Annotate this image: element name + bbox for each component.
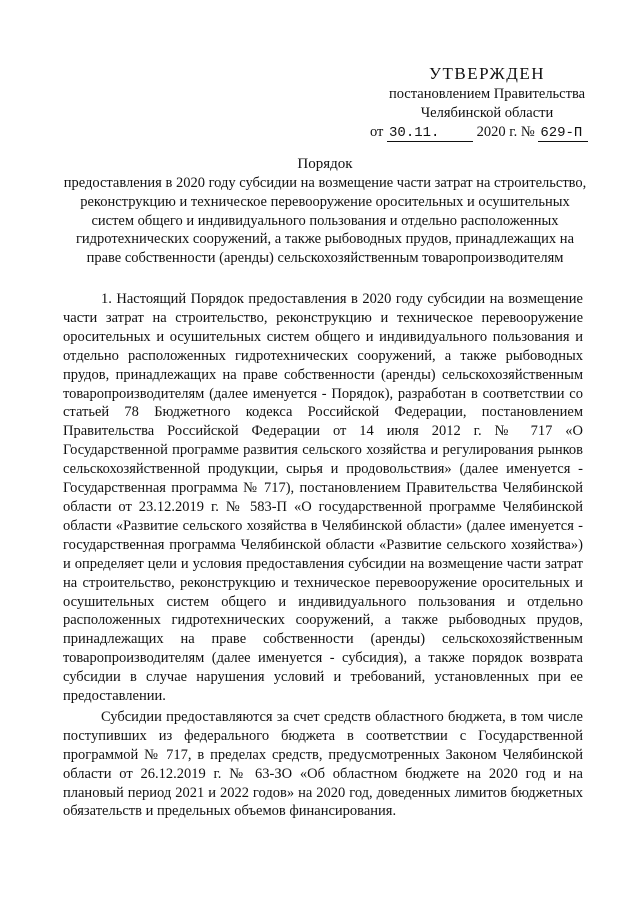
approval-date: 30.11. [387,126,473,142]
approval-title: УТВЕРЖДЕН [429,64,545,83]
document-body [63,290,583,821]
document-title: Порядок [297,156,353,172]
approval-date-line [362,123,612,142]
document-subtitle: предоставления в 2020 году субсидии на возмещение части затрат на строительство, реконструкцию и техническое перевооружение оросительных и осушительных систем общего и индивидуального пользования и отдельно расположенных гидротехнических сооружений, а также рыбоводных прудов, принадлежащих на праве собственности (аренды) сельскохозяйственным товаропроизводителям [63,175,587,267]
document-heading [60,155,590,268]
approval-prefix: от [370,124,384,140]
approval-line-1: постановлением Правительства [388,86,586,102]
paragraph-1: 1. Настоящий Порядок предоставления в 2020 году субсидии на возмещение части затрат на строительство, реконструкцию и техническое перевооружение оросительных и осушительных систем общего и индивидуального пользования и отдельно расположенных гидротехнических сооружений, а также рыбоводных прудов, принадлежащих на праве собственности (аренды) сельскохозяйственным товаропроизводителям (далее именуется - Порядок), разработан в соответствии со статьей 78 Бюджетного кодекса Российской Федерации, постановлением Правительства Российской Федерации от 14 июля 2012 г. № 717 «О Государственной программе развития сельского хозяйства и регулирования рынков сельскохозяйственной продукции, сырья и продовольствия» (далее именуется - Государственная программа № 717), постановлением Правительства Челябинской области от 23.12.2019 г. № 583-П «О государственной программе Челябинской области «Развитие сельского хозяйства в Челябинской области» (далее именуется - государственная программа Челябинской области «Развитие сельского хозяйства») и определяет цели и условия предоставления субсидии на возмещение части затрат на строительство, реконструкцию и техническое перевооружение оросительных и осушительных систем общего и индивидуального пользования и отдельно расположенных гидротехнических сооружений, а также рыбоводных прудов, принадлежащих на праве собственности (аренды) сельскохозяйственным товаропроизводителям (далее именуется - субсидия), а также порядок возврата субсидии в случае нарушения условий и требований, установленных при ее предоставлении. [63,291,583,705]
approval-line-2: Челябинской области [420,105,554,121]
approval-year-text: 2020 г. № [476,124,535,140]
approval-stamp [362,63,612,142]
approval-number: 629-П [538,126,588,142]
paragraph-2: Субсидии предоставляются за счет средств областного бюджета, в том числе поступивших из федерального бюджета в соответствии с Государственной программой № 717, в пределах средств, предусмотренных Законом Челябинской области от 26.12.2019 г. № 63-ЗО «Об областном бюджете на 2020 год и на плановый период 2021 и 2022 годов» на 2020 год, доведенных лимитов бюджетных обязательств и предельных объемов финансирования. [63,708,583,820]
